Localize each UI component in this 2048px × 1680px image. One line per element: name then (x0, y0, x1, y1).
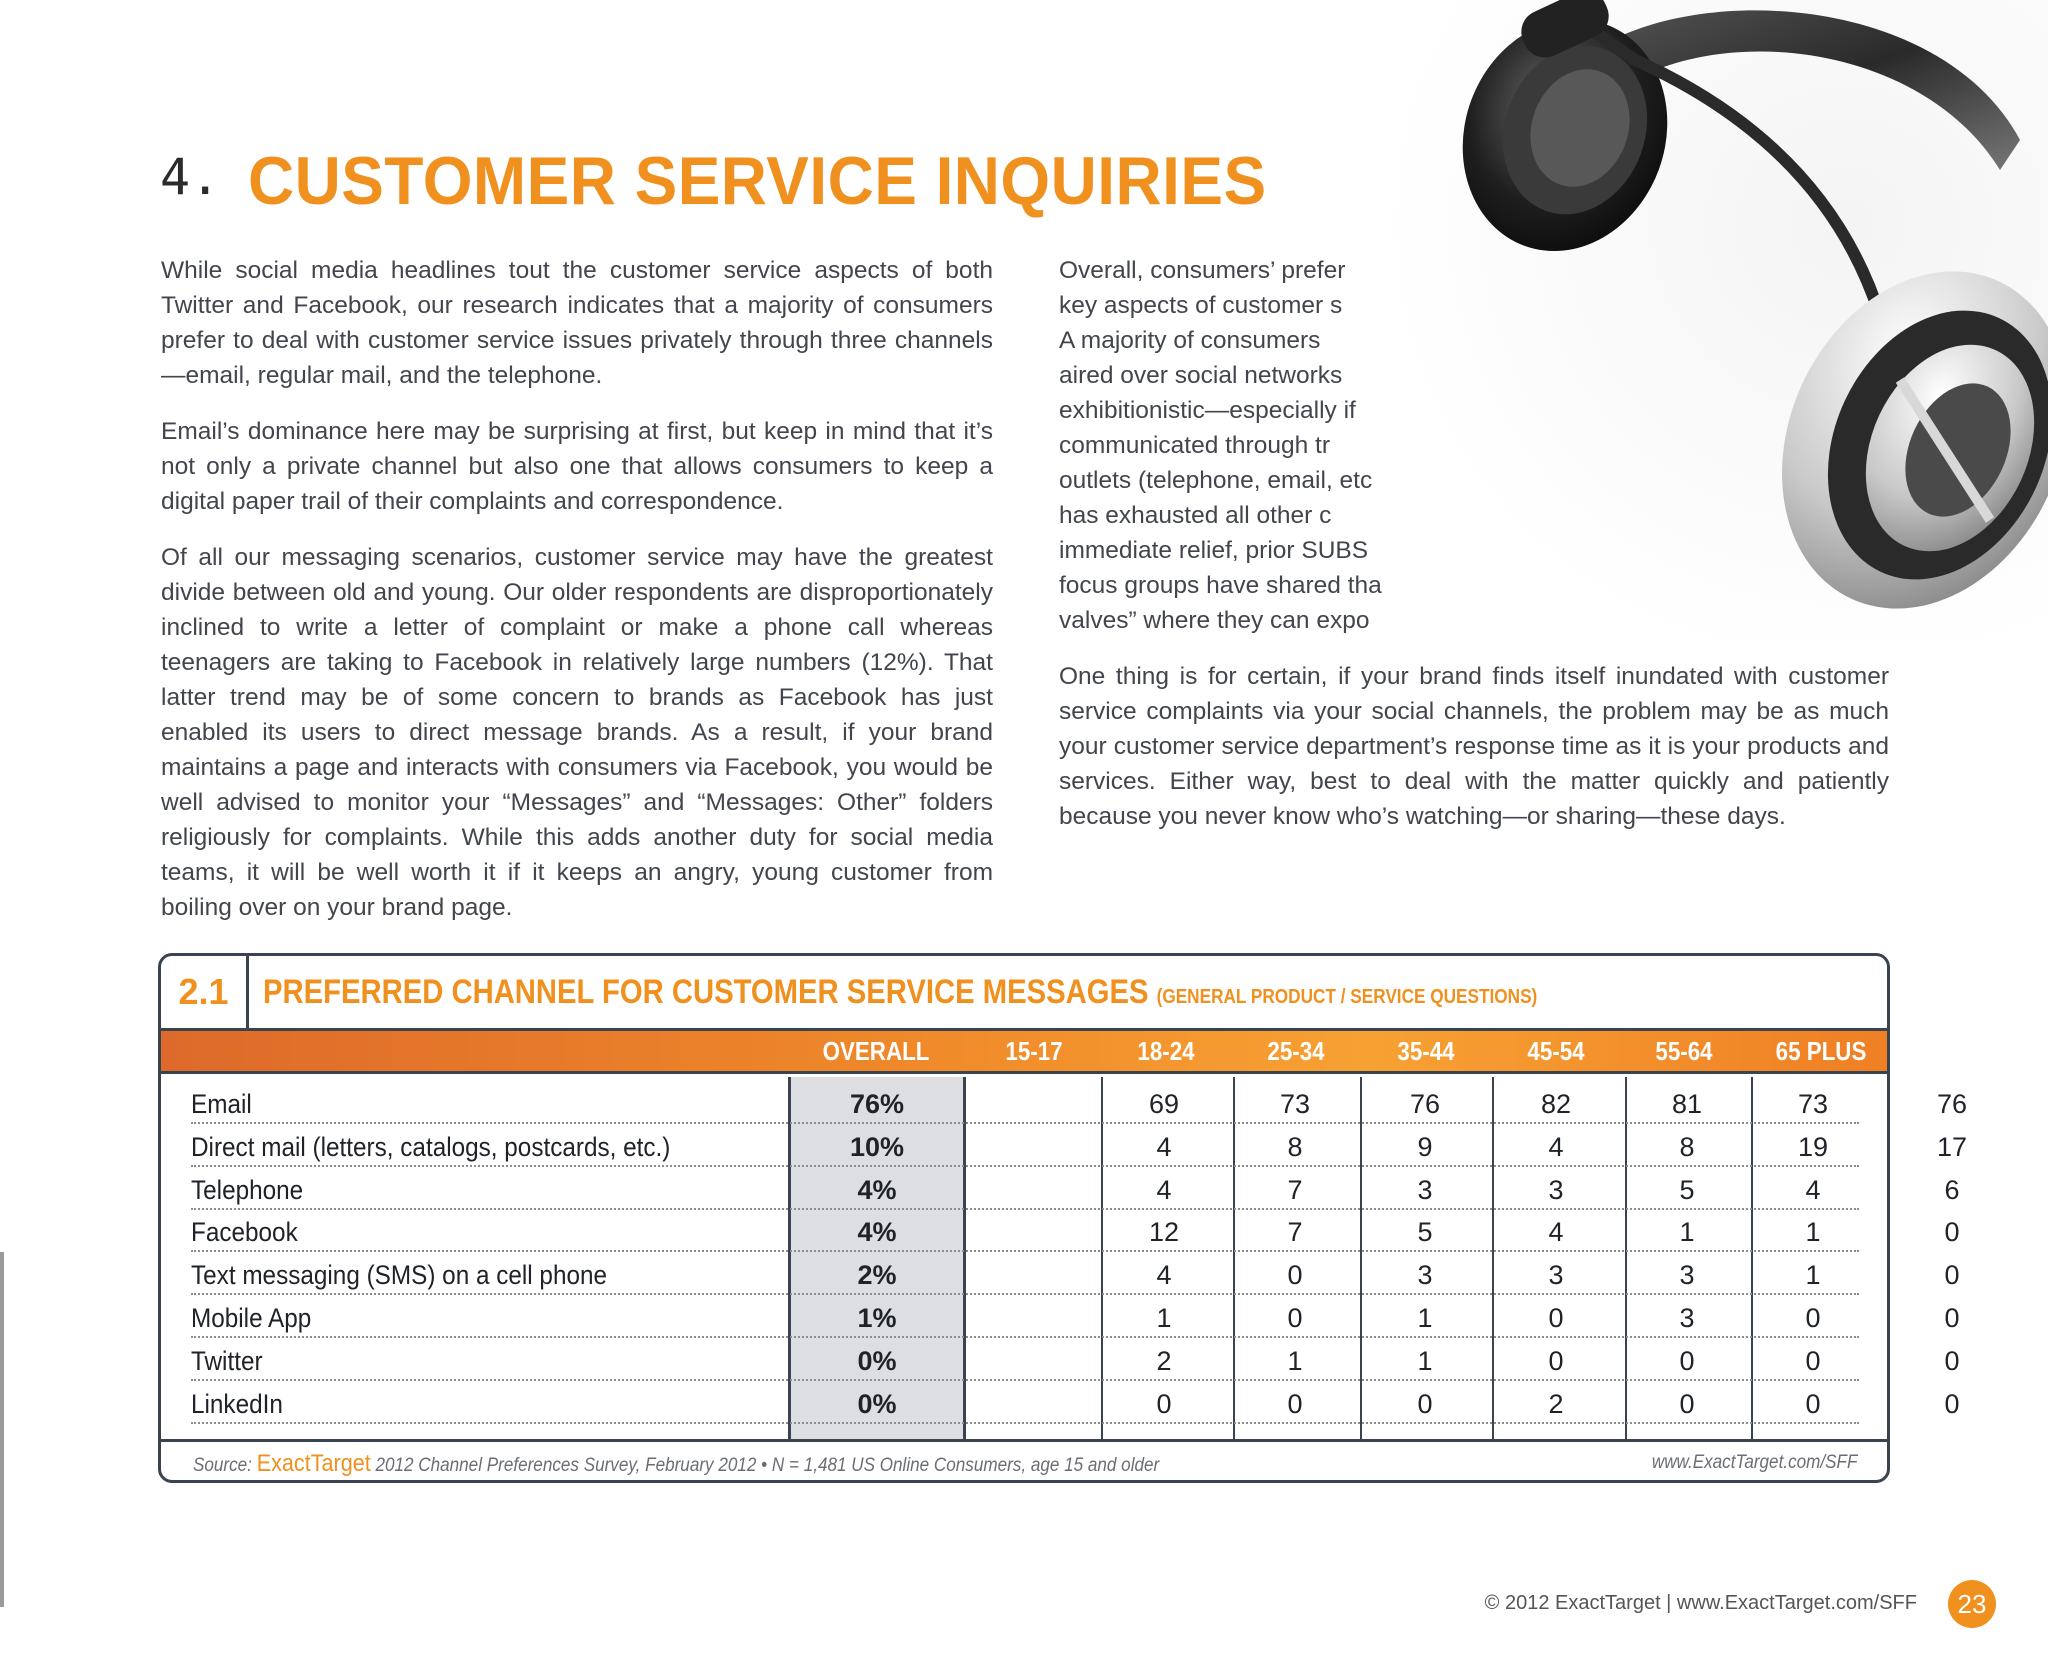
cell-value: 7 (1287, 1174, 1303, 1205)
paragraph: Of all our messaging scenarios, customer service may have the greatest divide between old and young. Our older respondents are disproportionately inclined to write a letter of complaint or make a phone call whereas teenagers are taking to Facebook in relatively large numbers (12%). That latter trend may be of some concern to brands as Facebook has just enabled its users to direct message brands. As a result, if your brand maintains a page and interacts with consumers via Facebook, you would be well advised to monitor your “Messages” and “Messages: Other” folders religiously for complaints. While this adds another duty for social media teams, it will be well worth it if it keeps an angry, young customer from boiling over on your brand page. (161, 544, 993, 921)
overall-value: 76% (849, 1089, 905, 1119)
overall-value: 10% (849, 1131, 905, 1162)
row-label: Mobile App (191, 1303, 312, 1333)
cell-value: 0 (1156, 1388, 1172, 1419)
cell-value: 0 (1679, 1345, 1695, 1376)
cell-value: 0 (1944, 1345, 1960, 1376)
table-title (263, 973, 1537, 1012)
column-header: 25-34 (1267, 1036, 1325, 1066)
paragraph: One thing is for certain, if your brand finds itself inundated with customer service complaints via your social channels, the problem may be as much your customer service department’s response time as it is your products and services. Either way, best to deal with the matter quickly and patiently because you never know who’s watching—or sharing—these days. (1059, 663, 1889, 830)
cell-value: 9 (1417, 1131, 1433, 1162)
cell-value: 3 (1417, 1260, 1433, 1291)
table-row (191, 1209, 1960, 1252)
table-row (191, 1252, 1960, 1295)
source-url: www.ExactTarget.com/SFF (1651, 1452, 1857, 1473)
cell-value: 0 (1805, 1303, 1821, 1333)
table-row (191, 1338, 1960, 1381)
cell-value: 4 (1548, 1217, 1564, 1248)
table-row (191, 1295, 1960, 1338)
cell-value: 8 (1679, 1131, 1695, 1162)
cell-value: 81 (1671, 1089, 1703, 1119)
cell-value: 0 (1287, 1303, 1303, 1333)
cell-value: 1 (1417, 1303, 1433, 1333)
exacttarget-logo: ExactTarget (256, 1450, 371, 1477)
text-line: Overall, consumers’ prefer (1059, 257, 1346, 284)
cell-value: 0 (1548, 1345, 1564, 1376)
source-prefix: Source: (193, 1455, 252, 1476)
cell-value: 3 (1548, 1174, 1564, 1205)
section-heading (160, 140, 1332, 220)
text-line: key aspects of customer s (1059, 292, 1343, 319)
overall-value: 0% (857, 1345, 897, 1376)
cell-value: 0 (1287, 1388, 1303, 1419)
table-row (191, 1167, 1960, 1210)
row-label: Email (191, 1089, 252, 1119)
cell-value: 2 (1548, 1388, 1564, 1419)
cell-value: 0 (1548, 1303, 1564, 1333)
cell-value: 4 (1156, 1174, 1172, 1205)
right-column (1059, 659, 1889, 855)
column-header: OVERALL (822, 1036, 930, 1066)
cell-value: 1 (1805, 1217, 1821, 1248)
source-note (193, 1450, 1159, 1478)
row-label: Direct mail (letters, catalogs, postcards, etc.) (191, 1131, 671, 1162)
cell-value: 0 (1944, 1388, 1960, 1419)
overall-value: 0% (857, 1388, 897, 1419)
column-header-row (161, 1031, 1887, 1074)
table-number: 2.1 (161, 956, 249, 1028)
row-label: Text messaging (SMS) on a cell phone (191, 1260, 608, 1291)
row-label: LinkedIn (191, 1388, 283, 1419)
column-header: 55-64 (1655, 1036, 1713, 1066)
paragraph: While social media headlines tout the customer service aspects of both Twitter and Facebook, our research indicates that a majority of consumers prefer to deal with customer service issues privately through three channels—email, regular mail, and the telephone. (161, 257, 993, 389)
cell-value: 82 (1540, 1089, 1572, 1119)
text-line: outlets (telephone, email, etc (1059, 467, 1373, 494)
paragraph: Email’s dominance here may be surprising at first, but keep in mind that it’s not only a private channel but also one that allows consumers to keep a digital paper trail of their complaints and correspondence. (161, 418, 993, 515)
cell-value: 4 (1156, 1131, 1172, 1162)
overall-value: 1% (857, 1303, 897, 1333)
cell-value: 76 (1409, 1089, 1441, 1119)
cell-value: 5 (1417, 1217, 1433, 1248)
edge-bar (0, 1252, 4, 1607)
table-source (161, 1439, 1887, 1483)
column-header: 18-24 (1137, 1036, 1195, 1066)
section-number: 4. (160, 148, 221, 206)
page-title: CUSTOMER SERVICE INQUIRIES (248, 143, 1267, 219)
cell-value: 69 (1148, 1089, 1180, 1119)
row-label: Twitter (191, 1345, 263, 1376)
table-header (161, 956, 1887, 1031)
source-text: 2012 Channel Preferences Survey, February 2012 • N = 1,481 US Online Consumers, age 15 and older (375, 1455, 1160, 1476)
overall-value: 4% (857, 1174, 897, 1205)
cell-value: 0 (1679, 1388, 1695, 1419)
table-row (191, 1124, 1968, 1167)
text-line: valves” where they can expo (1059, 607, 1370, 634)
cell-value: 6 (1944, 1174, 1960, 1205)
column-header: 35-44 (1397, 1036, 1455, 1066)
page-footer: © 2012 ExactTarget | www.ExactTarget.com/SFF (1484, 1592, 1917, 1614)
column-header: 15-17 (1005, 1036, 1063, 1066)
cell-value: 0 (1944, 1303, 1960, 1333)
overall-value: 2% (857, 1260, 897, 1291)
cell-value: 2 (1156, 1345, 1172, 1376)
cell-value: 0 (1805, 1345, 1821, 1376)
cell-value: 5 (1679, 1174, 1695, 1205)
text-line: has exhausted all other c (1059, 502, 1332, 529)
text-line: focus groups have shared tha (1059, 572, 1382, 599)
cell-value: 76 (1936, 1089, 1968, 1119)
text-line: immediate relief, prior SUBS (1059, 537, 1369, 564)
cell-value: 1 (1679, 1217, 1695, 1248)
cell-value: 0 (1805, 1388, 1821, 1419)
cell-value: 73 (1797, 1089, 1829, 1119)
cell-value: 0 (1944, 1260, 1960, 1291)
cell-value: 12 (1148, 1217, 1180, 1248)
cell-value: 17 (1936, 1131, 1968, 1162)
cell-value: 19 (1797, 1131, 1829, 1162)
right-column-partial (1059, 253, 1381, 638)
cell-value: 3 (1417, 1174, 1433, 1205)
column-header: 45-54 (1527, 1036, 1585, 1066)
cell-value: 8 (1287, 1131, 1303, 1162)
left-column (161, 253, 993, 946)
cell-value: 0 (1944, 1217, 1960, 1248)
cell-value: 1 (1805, 1260, 1821, 1291)
cell-value: 1 (1156, 1303, 1172, 1333)
table-row (191, 1081, 1968, 1124)
cell-value: 1 (1417, 1345, 1433, 1376)
cell-value: 3 (1679, 1260, 1695, 1291)
page-number-badge: 23 (1948, 1580, 1996, 1628)
row-label: Telephone (191, 1174, 304, 1205)
cell-value: 3 (1548, 1260, 1564, 1291)
text-line: communicated through tr (1059, 432, 1330, 459)
cell-value: 4 (1805, 1174, 1821, 1205)
cell-value: 4 (1548, 1131, 1564, 1162)
cell-value: 4 (1156, 1260, 1172, 1291)
text-line: exhibitionistic—especially if (1059, 397, 1356, 424)
column-header: 65 PLUS (1775, 1036, 1867, 1066)
cell-value: 0 (1287, 1260, 1303, 1291)
text-line: aired over social networks (1059, 362, 1343, 389)
cell-value: 0 (1417, 1388, 1433, 1419)
row-label: Facebook (191, 1217, 298, 1248)
table-title-text: PREFERRED CHANNEL FOR CUSTOMER SERVICE MESSAGES (263, 972, 1149, 1011)
table-row (191, 1381, 1960, 1424)
headphones-image (1380, 0, 2048, 640)
cell-value: 3 (1679, 1303, 1695, 1333)
table-subtitle: (GENERAL PRODUCT / SERVICE QUESTIONS) (1156, 985, 1538, 1008)
data-table (158, 953, 1968, 1483)
overall-value: 4% (857, 1217, 897, 1248)
cell-value: 73 (1279, 1089, 1311, 1119)
text-line: A majority of consumers (1059, 327, 1321, 354)
cell-value: 7 (1287, 1217, 1303, 1248)
cell-value: 1 (1287, 1345, 1303, 1376)
